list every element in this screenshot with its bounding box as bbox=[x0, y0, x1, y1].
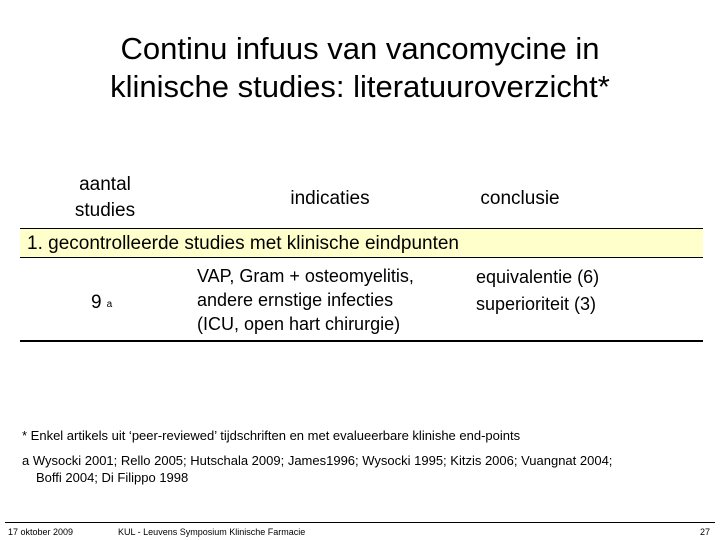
indications-cell bbox=[197, 264, 414, 336]
title-line-2: klinische studies: literatuuroverzicht* bbox=[110, 69, 610, 104]
header-indicaties: indicaties bbox=[290, 188, 370, 209]
header-conclusie: conclusie bbox=[480, 188, 560, 209]
section-label: 1. gecontrolleerde studies met klinische eindpunten bbox=[27, 233, 459, 254]
header-aantal-studies bbox=[55, 172, 155, 224]
footnote-a-line-1: a Wysocki 2001; Rello 2005; Hutschala 2009; James1996; Wysocki 1995; Kitzis 2006; Vuangnat 2004; bbox=[22, 453, 613, 468]
indication-line: andere ernstige infecties bbox=[197, 290, 394, 310]
conclusion-line: superioriteit (3) bbox=[476, 294, 597, 314]
study-count-footnote-marker: a bbox=[106, 299, 113, 310]
conclusions-cell bbox=[476, 264, 599, 318]
indication-line: VAP, Gram + osteomyelitis, bbox=[197, 266, 414, 286]
header-aantal-line-2: studies bbox=[74, 200, 136, 221]
footnote-star: * Enkel artikels uit ‘peer-reviewed’ tijdschriften en met evalueerbare klinishe end-points bbox=[22, 428, 521, 443]
slide-title bbox=[40, 30, 680, 106]
footnote-a-line-2: Boffi 2004; Di Filippo 1998 bbox=[36, 470, 189, 485]
footer-date: 17 oktober 2009 bbox=[8, 527, 74, 537]
title-line-1: Continu infuus van vancomycine in bbox=[120, 31, 600, 66]
indication-line: (ICU, open hart chirurgie) bbox=[197, 314, 401, 334]
table-bottom-rule bbox=[20, 340, 703, 342]
study-count bbox=[91, 291, 112, 315]
conclusion-line: equivalentie (6) bbox=[476, 267, 600, 287]
study-count-value: 9 bbox=[91, 292, 102, 313]
footer-event: KUL - Leuvens Symposium Klinische Farmacie bbox=[118, 527, 306, 537]
footer-divider bbox=[5, 522, 715, 523]
header-aantal-line-1: aantal bbox=[79, 174, 131, 195]
footer-page-number: 27 bbox=[700, 527, 711, 537]
